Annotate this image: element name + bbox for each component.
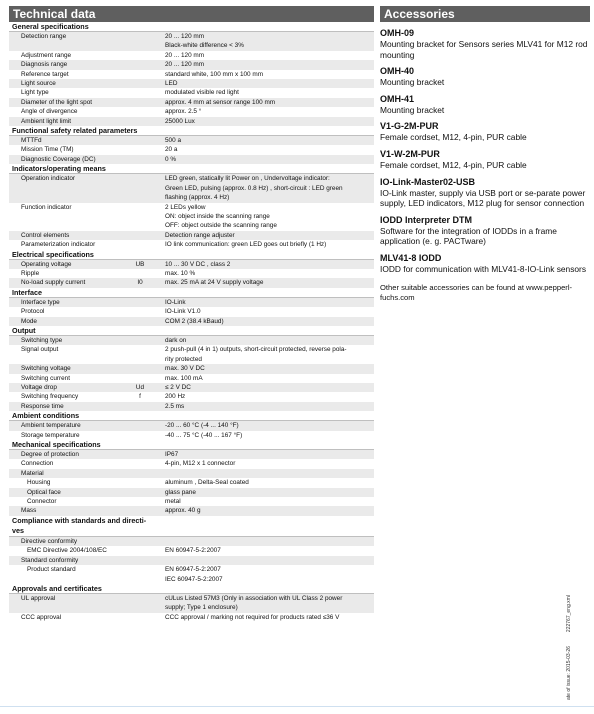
spec-value: Detection range adjuster (165, 231, 235, 239)
spec-row (9, 383, 374, 392)
spec-row (9, 431, 374, 440)
spec-symbol (119, 450, 161, 459)
spec-symbol (119, 79, 161, 88)
spec-symbol: I0 (137, 279, 143, 287)
spec-label: EMC Directive 2004/108/EC (27, 547, 107, 555)
spec-symbol (119, 594, 161, 613)
spec-row (9, 497, 374, 506)
accessory-description: Mounting bracket for Sensors series MLV41 for M12 rod mounting (380, 39, 588, 60)
spec-row (9, 402, 374, 411)
spec-value: ≤ 2 V DC (165, 384, 191, 391)
spec-value: 25000 Lux (165, 117, 195, 125)
spec-label: Light source (21, 80, 56, 88)
spec-value: IO-Link (165, 298, 186, 306)
spec-row (9, 336, 374, 345)
spec-value: EN 60947-5-2:2007 (165, 547, 221, 555)
spec-row (9, 488, 374, 497)
spec-value: max. 100 mA (165, 374, 203, 382)
accessories-panel (380, 6, 590, 303)
section-title: Compliance with standards and directi- ves (9, 516, 374, 537)
spec-row (9, 450, 374, 459)
spec-value: standard white, 100 mm x 100 mm (165, 70, 264, 78)
spec-label: Switching voltage (21, 365, 71, 373)
spec-label: CCC approval (21, 613, 62, 621)
spec-value: IP67 (165, 451, 179, 459)
spec-value: 0 % (165, 155, 177, 163)
accessory-code: IODD Interpreter DTM (380, 214, 473, 225)
spec-row (9, 556, 374, 565)
spec-symbol (119, 32, 161, 51)
spec-value: 200 Hz (165, 393, 186, 401)
section-title: Indicators/operating means (9, 164, 374, 174)
spec-row (9, 32, 374, 51)
accessory-description: Mounting bracket (380, 104, 445, 115)
accessory-code: MLV41-8 IODD (380, 252, 442, 263)
spec-sections (9, 22, 374, 622)
spec-symbol (119, 98, 161, 107)
spec-row (9, 269, 374, 278)
spec-row (9, 537, 374, 546)
spec-symbol (119, 345, 161, 364)
section-title: Interface (9, 288, 374, 298)
section-indicators-operating-means (9, 164, 374, 249)
spec-value: EN 60947-5-2:2007 IEC 60947-5-2:2007 (165, 566, 223, 583)
accessory-item (380, 215, 590, 247)
spec-row (9, 298, 374, 307)
accessory-item (380, 177, 590, 209)
spec-symbol (119, 546, 161, 555)
spec-row (9, 374, 374, 383)
spec-label: Mission Time (TM) (21, 146, 74, 154)
spec-symbol: Ud (135, 384, 145, 391)
spec-label: Degree of protection (21, 451, 79, 459)
spec-label: Ambient light limit (21, 117, 72, 125)
spec-value: CCC approval / marking not required for products rated ≤36 V (165, 613, 340, 621)
spec-label: Parameterization indicator (21, 241, 96, 249)
spec-symbol (119, 613, 161, 622)
spec-symbol (119, 155, 161, 164)
spec-row (9, 565, 374, 584)
spec-value: -40 ... 75 °C (-40 ... 167 °F) (165, 431, 243, 439)
spec-value (161, 556, 374, 565)
accessory-description: Software for the integration of IODDs in a frame application (e. g. PACTware) (380, 225, 557, 247)
section-title: Ambient conditions (9, 411, 374, 421)
spec-value: 20 ... 120 mm (165, 51, 205, 59)
spec-value: 2.5 ms (165, 402, 185, 410)
spec-symbol (119, 537, 161, 546)
spec-row (9, 278, 374, 287)
spec-label: Ambient temperature (21, 422, 81, 430)
spec-symbol (119, 307, 161, 316)
spec-symbol (119, 107, 161, 116)
spec-value: cULus Listed 57M3 (Only in association with UL Class 2 power supply; Type 1 enclosure) (165, 594, 343, 612)
spec-value: 2 push-pull (4 in 1) outputs, short-circuit protected, reverse pola- rity protected (165, 346, 347, 363)
spec-row (9, 51, 374, 60)
spec-value: max. 30 V DC (165, 365, 205, 373)
spec-symbol (119, 565, 161, 584)
spec-symbol (119, 231, 161, 240)
spec-label: Operation indicator (21, 175, 75, 183)
spec-symbol (119, 317, 161, 326)
section-title: Electrical specifications (9, 250, 374, 260)
spec-label: Light type (21, 89, 49, 97)
document-footer-side (566, 595, 572, 700)
section-general-specifications (9, 22, 374, 126)
spec-label: Angle of divergence (21, 108, 78, 116)
spec-label: Housing (27, 479, 51, 487)
spec-row (9, 307, 374, 316)
spec-symbol (119, 497, 161, 506)
spec-value: max. 10 % (165, 269, 196, 277)
spec-symbol (119, 506, 161, 515)
spec-row (9, 469, 374, 478)
file-name-text: 222767_eng.xml (566, 595, 572, 633)
accessory-item (380, 94, 590, 116)
spec-value (161, 469, 374, 478)
spec-symbol (119, 240, 161, 249)
section-functional-safety-related-parameters (9, 126, 374, 164)
accessory-item (380, 253, 590, 275)
spec-row (9, 79, 374, 88)
spec-symbol (119, 421, 161, 430)
spec-row (9, 107, 374, 116)
spec-row (9, 88, 374, 97)
section-title: General specifications (9, 22, 374, 32)
accessory-item (380, 66, 590, 88)
spec-value: glass pane (165, 488, 196, 496)
spec-row (9, 506, 374, 515)
spec-row (9, 364, 374, 373)
spec-row (9, 240, 374, 249)
spec-value: max. 25 mA at 24 V supply voltage (165, 279, 264, 287)
spec-label: Signal output (21, 346, 59, 354)
accessory-code: V1-W-2M-PUR (380, 148, 440, 159)
spec-value: dark on (165, 336, 187, 344)
spec-label: Product standard (27, 566, 76, 574)
spec-value (161, 537, 374, 546)
spec-value: 20 a (165, 146, 178, 154)
spec-symbol (119, 488, 161, 497)
spec-value: COM 2 (38.4 kBaud) (165, 317, 224, 325)
accessory-description: Female cordset, M12, 4-pin, PUR cable (380, 132, 527, 143)
technical-data-panel (9, 6, 374, 622)
spec-row (9, 98, 374, 107)
spec-symbol (119, 269, 161, 278)
spec-value: approx. 2.5 ° (165, 108, 202, 116)
spec-row (9, 145, 374, 154)
spec-symbol (119, 556, 161, 565)
section-electrical-specifications (9, 250, 374, 288)
spec-label: Directive conformity (21, 537, 78, 545)
section-mechanical-specifications (9, 440, 374, 516)
section-interface (9, 288, 374, 326)
spec-label: Reference target (21, 70, 69, 78)
spec-label: Connector (27, 498, 57, 506)
spec-row (9, 70, 374, 79)
section-title: Mechanical specifications (9, 440, 374, 450)
accessory-item (380, 28, 590, 60)
section-ambient-conditions (9, 411, 374, 440)
spec-value: 20 ... 120 mm Black-white difference < 3% (165, 33, 244, 50)
spec-value: 4-pin, M12 x 1 connector (165, 460, 236, 468)
spec-symbol (119, 469, 161, 478)
spec-label: Protocol (21, 308, 45, 316)
spec-label: UL approval (21, 594, 56, 602)
spec-label: Connection (21, 460, 54, 468)
spec-symbol (119, 60, 161, 69)
spec-row (9, 60, 374, 69)
spec-row (9, 260, 374, 269)
spec-label: Optical face (27, 488, 61, 496)
technical-data-header: Technical data (9, 6, 374, 22)
spec-row (9, 317, 374, 326)
spec-label: MTTFd (21, 137, 42, 145)
section-title: Functional safety related parameters (9, 126, 374, 136)
spec-symbol (119, 51, 161, 60)
section-title: Output (9, 326, 374, 336)
spec-label: Diagnostic Coverage (DC) (21, 155, 96, 163)
footer-divider (0, 706, 594, 707)
accessories-list (380, 28, 590, 275)
spec-row (9, 478, 374, 487)
spec-label: Control elements (21, 231, 70, 239)
spec-label: Diagnosis range (21, 61, 68, 69)
spec-value: IO-Link V1.0 (165, 308, 201, 316)
spec-value: modulated visible red light (165, 89, 239, 97)
spec-label: Switching type (21, 336, 63, 344)
spec-label: Adjustment range (21, 51, 72, 59)
spec-label: Standard conformity (21, 556, 79, 564)
accessory-item (380, 121, 590, 143)
spec-label: Storage temperature (21, 431, 80, 439)
accessory-description: IODD for communication with MLV41-8-IO-Link sensors (380, 263, 587, 274)
spec-row (9, 421, 374, 430)
accessory-description: Female cordset, M12, 4-pin, PUR cable (380, 159, 527, 170)
accessory-code: OMH-40 (380, 66, 415, 77)
spec-symbol (119, 174, 161, 202)
spec-row (9, 459, 374, 468)
spec-label: Function indicator (21, 203, 72, 211)
spec-label: Mode (21, 317, 37, 325)
section-title: Approvals and certificates (9, 584, 374, 594)
spec-symbol (119, 298, 161, 307)
spec-row (9, 613, 374, 622)
spec-label: Mass (21, 507, 37, 515)
spec-value: 500 a (165, 137, 181, 145)
spec-value: aluminum , Delta-Seal coated (165, 479, 249, 487)
spec-label: Material (21, 469, 44, 477)
spec-symbol (119, 364, 161, 373)
spec-value: -20 ... 60 °C (-4 ... 140 °F) (165, 422, 239, 430)
spec-symbol (119, 478, 161, 487)
accessory-description: IO-Link master, supply via USB port or se-parate power supply, LED indicators, M12 plug for sensor connection (380, 187, 586, 209)
spec-row (9, 546, 374, 555)
spec-value: IO link communication: green LED goes out briefly (1 Hz) (165, 241, 327, 249)
spec-symbol: f (139, 393, 141, 401)
spec-value: approx. 4 mm at sensor range 100 mm (165, 98, 276, 106)
spec-label: No-load supply current (21, 279, 86, 287)
spec-row (9, 594, 374, 613)
spec-symbol (119, 336, 161, 345)
spec-symbol (119, 136, 161, 145)
spec-symbol (119, 70, 161, 79)
spec-label: Ripple (21, 269, 40, 277)
spec-symbol (119, 88, 161, 97)
spec-symbol (119, 374, 161, 383)
accessory-code: OMH-41 (380, 93, 415, 104)
spec-value: 10 ... 30 V DC , class 2 (165, 260, 231, 268)
spec-label: Voltage drop (21, 384, 57, 391)
spec-row (9, 392, 374, 401)
spec-value: metal (165, 498, 181, 506)
spec-row (9, 136, 374, 145)
accessory-item (380, 149, 590, 171)
spec-symbol (119, 117, 161, 126)
spec-value: LED (165, 80, 178, 88)
spec-value: 2 LEDs yellow ON: object inside the scanning range OFF: object outside the scanning range (165, 203, 277, 230)
spec-label: Switching frequency (21, 393, 79, 401)
spec-row (9, 345, 374, 364)
spec-symbol (119, 431, 161, 440)
section-compliance-with-standards-and-directi-ves (9, 516, 374, 584)
spec-row (9, 203, 374, 231)
spec-value: approx. 40 g (165, 507, 201, 515)
spec-label: Diameter of the light spot (21, 98, 93, 106)
accessory-description: Mounting bracket (380, 77, 445, 88)
spec-label: Interface type (21, 298, 60, 306)
issue-date-text: ate of issue: 2015-03-26 (566, 646, 572, 700)
section-output (9, 326, 374, 411)
section-approvals-and-certificates (9, 584, 374, 622)
spec-symbol (119, 459, 161, 468)
spec-symbol: UB (135, 260, 145, 268)
spec-label: Detection range (21, 33, 67, 40)
spec-row (9, 117, 374, 126)
accessories-note: Other suitable accessories can be found at www.pepperl-fuchs.com (380, 282, 573, 302)
spec-symbol (119, 203, 161, 231)
spec-label: Switching current (21, 374, 71, 382)
accessory-code: V1-G-2M-PUR (380, 121, 439, 132)
accessories-header: Accessories (380, 6, 590, 22)
spec-symbol (119, 145, 161, 154)
spec-symbol (119, 402, 161, 411)
accessory-code: IO-Link-Master02-USB (380, 176, 476, 187)
spec-row (9, 155, 374, 164)
spec-label: Response time (21, 402, 64, 410)
spec-value: 20 ... 120 mm (165, 61, 205, 69)
accessory-code: OMH-09 (380, 28, 415, 38)
spec-row (9, 231, 374, 240)
spec-row (9, 174, 374, 202)
spec-value: LED green, statically lit Power on , Undervoltage indicator: Green LED, pulsing (approx. 0.8 Hz) , short-circuit : LED green flashing (approx. 4 Hz) (165, 175, 343, 202)
spec-label: Operating voltage (21, 260, 72, 268)
